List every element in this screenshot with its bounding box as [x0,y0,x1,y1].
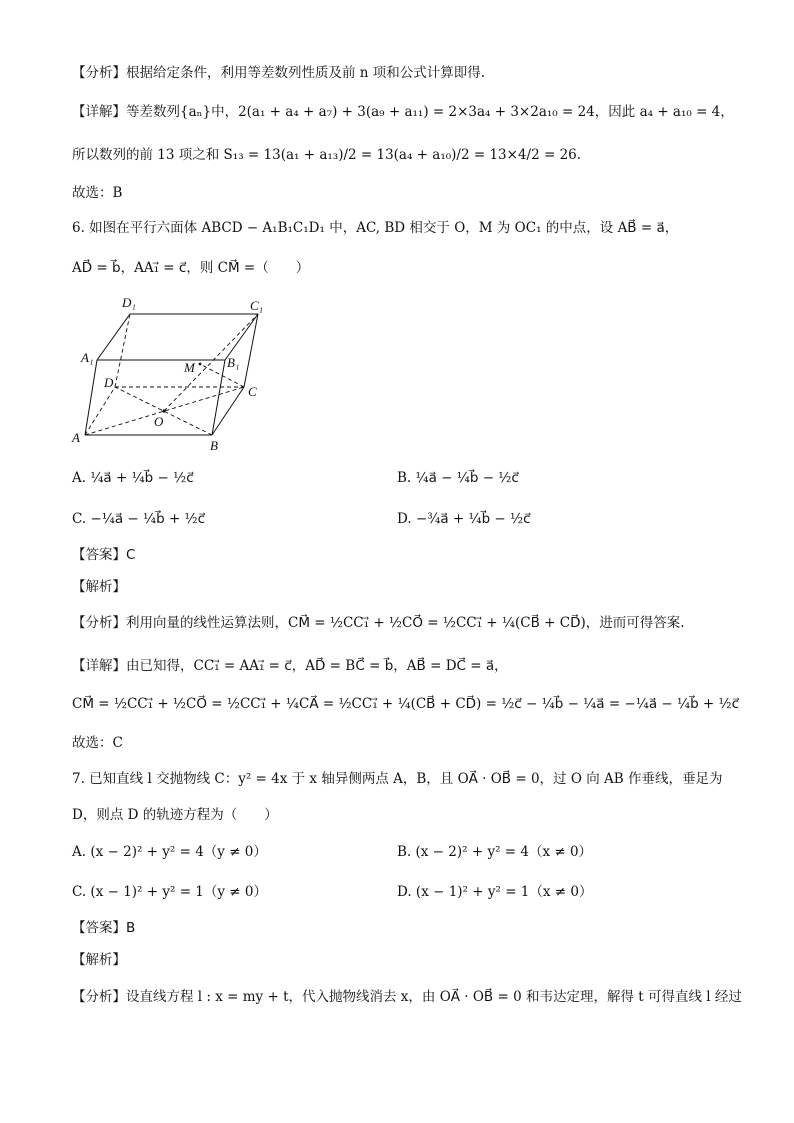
choice-line-q5: 故选：B [72,185,123,201]
question-6-line-2: AD⃗ = b⃗，AA₁⃗ = c⃗，则 CM⃗ =（ ） [72,260,310,276]
analysis-line-q6: 【分析】利用向量的线性运算法则，CM⃗ = ½CC₁⃗ + ½CO⃗ = ½CC₁⃗ + ¼(CB⃗ + CD⃗)，进而可得答案. [72,615,685,631]
q6-option-d[interactable]: D. −¾a⃗ + ¼b⃗ − ½c⃗ [397,511,531,527]
point-m [199,363,202,366]
label-a1: A₁ [81,350,94,365]
solution-heading-q7: 【解析】 [72,952,126,968]
label-d: D [104,375,114,390]
label-b1: B₁ [227,355,240,370]
segment-o-c1 [164,314,258,411]
label-a: A [72,430,80,445]
point-o [162,409,165,412]
analysis-line-q5: 【分析】根据给定条件，利用等差数列性质及前 n 项和公式计算即得. [72,65,486,81]
answer-q7: 【答案】B [72,920,136,936]
question-7-line-1: 7. 已知直线 l 交抛物线 C：y² = 4x 于 x 轴异侧两点 A，B，且 OA⃗ · OB⃗ = 0，过 O 向 AB 作垂线，垂足为 [72,771,723,787]
edge-c-c1 [244,314,258,387]
detail-line-q5-2: 所以数列的前 13 项之和 S₁₃ = 13(a₁ + a₁₃)/2 = 13(a₄ + a₁₀)/2 = 13×4/2 = 26. [72,147,582,163]
edge-a-a1 [85,360,97,435]
q7-option-a[interactable]: A. (x − 2)² + y² = 4（y ≠ 0） [72,844,267,860]
q7-option-d[interactable]: D. (x − 1)² + y² = 1（x ≠ 0） [397,884,593,900]
edge-b-c [212,387,244,435]
label-b: B [210,438,218,453]
parallelepiped-figure [70,292,270,454]
q6-option-b[interactable]: B. ¼a⃗ − ¼b⃗ − ½c⃗ [397,470,519,486]
label-c1: C₁ [250,298,264,313]
analysis-line-q7: 【分析】设直线方程 l : x = my + t，代入抛物线消去 x，由 OA⃗ · OB⃗ = 0 和韦达定理，解得 t 可得直线 l 经过 [72,989,742,1005]
q6-option-c[interactable]: C. −¼a⃗ − ¼b⃗ + ½c⃗ [72,511,206,527]
detail-line-q6-2: CM⃗ = ½CC₁⃗ + ½CO⃗ = ½CC₁⃗ + ¼CA⃗ = ½CC₁⃗ + ¼(CB⃗ + CD⃗) = ½c⃗ − ¼b⃗ − ¼a⃗ = −¼a⃗ − ¼b⃗ + ½c⃗ [72,696,740,712]
q6-option-a[interactable]: A. ¼a⃗ + ¼b⃗ − ½c⃗ [72,470,194,486]
edge-b1-c1 [225,314,258,360]
label-c: C [248,384,257,399]
label-m: M [184,360,195,375]
answer-q6: 【答案】C [72,547,136,563]
q7-option-c[interactable]: C. (x − 1)² + y² = 1（y ≠ 0） [72,884,267,900]
question-6-line-1: 6. 如图在平行六面体 ABCD − A₁B₁C₁D₁ 中，AC, BD 相交于 O，M 为 OC₁ 的中点，设 AB⃗ = a⃗， [72,220,679,236]
solution-heading-q6: 【解析】 [72,579,126,595]
hidden-edge-a-d [85,387,115,435]
choice-line-q6: 故选：C [72,735,123,751]
q7-option-b[interactable]: B. (x − 2)² + y² = 4（x ≠ 0） [397,844,593,860]
label-o: O [154,414,164,429]
label-d1: D₁ [122,295,136,310]
edge-b-b1 [212,360,225,435]
detail-line-q5-1: 【详解】等差数列{aₙ}中，2(a₁ + a₄ + a₇) + 3(a₉ + a₁₁) = 2×3a₄ + 3×2a₁₀ = 24，因此 a₄ + a₁₀ = 4， [72,104,734,120]
question-7-line-2: D，则点 D 的轨迹方程为（ ） [72,807,278,823]
detail-line-q6-1: 【详解】由已知得，CC₁⃗ = AA₁⃗ = c⃗，AD⃗ = BC⃗ = b⃗，AB⃗ = DC⃗ = a⃗， [72,658,508,674]
